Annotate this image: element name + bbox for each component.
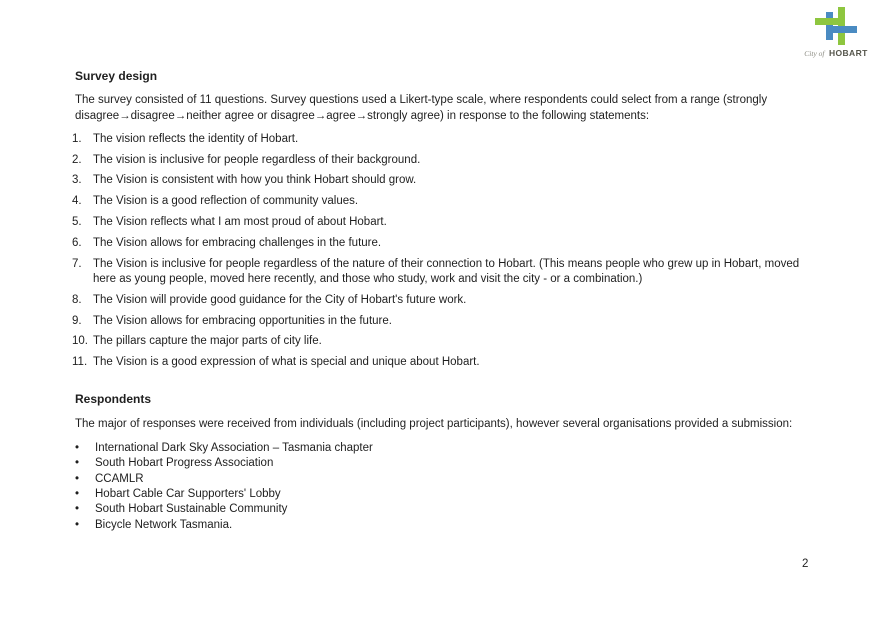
list-item-text: The vision is inclusive for people regardless of their background. xyxy=(93,153,421,166)
list-item-number: 4. xyxy=(72,195,82,208)
list-item-number: 2. xyxy=(72,153,82,166)
bullet-marker: • xyxy=(75,442,80,455)
organisation-item xyxy=(75,518,813,533)
organisation-item xyxy=(75,487,813,502)
list-item-text: The Vision is consistent with how you think Hobart should grow. xyxy=(93,174,417,187)
bullet-marker: • xyxy=(75,472,80,485)
survey-design-heading: Survey design xyxy=(75,69,158,83)
organisation-item xyxy=(75,502,813,517)
list-item-text: The pillars capture the major parts of city life. xyxy=(93,335,322,348)
list-item-text: The Vision reflects what I am most proud of about Hobart. xyxy=(93,216,387,229)
list-item-text: Bicycle Network Tasmania. xyxy=(95,518,233,531)
organisation-item xyxy=(75,441,813,456)
list-item-number: 9. xyxy=(72,314,82,327)
section-respondents xyxy=(75,392,813,532)
list-item-text: The Vision is inclusive for people regardless of the nature of their connection to Hobart. (This means people who grew up in Hobart, moved here as young people, moved here recently, and those who study, work and visit the city - or a combination.) xyxy=(93,257,800,285)
respondents-heading: Respondents xyxy=(75,392,152,407)
list-item-text: Hobart Cable Car Supporters' Lobby xyxy=(95,487,281,500)
bullet-marker: • xyxy=(75,503,80,516)
bullet-marker: • xyxy=(75,457,80,470)
list-item-text: The Vision is a good expression of what is special and unique about Hobart. xyxy=(93,356,480,369)
survey-statement-item xyxy=(72,257,813,288)
organisation-item xyxy=(75,472,813,487)
list-item-number: 6. xyxy=(72,236,82,249)
survey-statement-item xyxy=(72,334,813,349)
survey-statement-item xyxy=(72,236,813,251)
survey-statement-item xyxy=(72,355,813,370)
list-item-text: The Vision will provide good guidance for the City of Hobart's future work. xyxy=(93,293,467,306)
survey-design-intro: The survey consisted of 11 questions. Survey questions used a Likert-type scale, where respondents could select from a range (strongly disagree→disagree→neither agree or disagree→agree→strongly agree) in response to the following statements: xyxy=(75,94,768,122)
survey-statement-item xyxy=(72,293,813,308)
list-item-text: The Vision is a good reflection of community values. xyxy=(93,195,359,208)
list-item-text: The Vision allows for embracing challenges in the future. xyxy=(93,236,382,249)
bullet-marker: • xyxy=(75,487,80,500)
list-item-number: 1. xyxy=(72,132,82,145)
list-item-number: 5. xyxy=(72,216,82,229)
list-item-text: The vision reflects the identity of Hobart. xyxy=(93,132,299,145)
section-survey-design xyxy=(72,69,813,370)
survey-statements-list xyxy=(72,132,813,371)
document-body xyxy=(72,0,813,533)
list-item-number: 7. xyxy=(72,257,82,270)
list-item-number: 8. xyxy=(72,293,82,306)
survey-statement-item xyxy=(72,314,813,329)
survey-statement-item xyxy=(72,153,813,168)
survey-statement-item xyxy=(72,215,813,230)
list-item-text: South Hobart Sustainable Community xyxy=(95,503,288,516)
bullet-marker: • xyxy=(75,518,80,531)
list-item-text: CCAMLR xyxy=(95,472,144,485)
logo-wordmark-name: HOBART xyxy=(828,48,868,58)
list-item-number: 11. xyxy=(72,356,88,369)
survey-statement-item xyxy=(72,132,813,147)
list-item-text: International Dark Sky Association – Tasmania chapter xyxy=(95,442,373,455)
survey-statement-item xyxy=(72,194,813,209)
respondent-organisations-list xyxy=(75,441,813,533)
list-item-text: South Hobart Progress Association xyxy=(95,457,274,470)
survey-statement-item xyxy=(72,173,813,188)
list-item-number: 3. xyxy=(72,174,82,187)
respondents-intro: The major of responses were received from individuals (including project participants), however several organisations provided a submission: xyxy=(75,417,793,430)
list-item-number: 10. xyxy=(72,335,88,348)
organisation-item xyxy=(75,456,813,471)
page-number: 2 xyxy=(802,558,809,570)
list-item-text: The Vision allows for embracing opportunities in the future. xyxy=(93,314,392,327)
logo-wordmark-prefix: City of xyxy=(804,49,825,58)
